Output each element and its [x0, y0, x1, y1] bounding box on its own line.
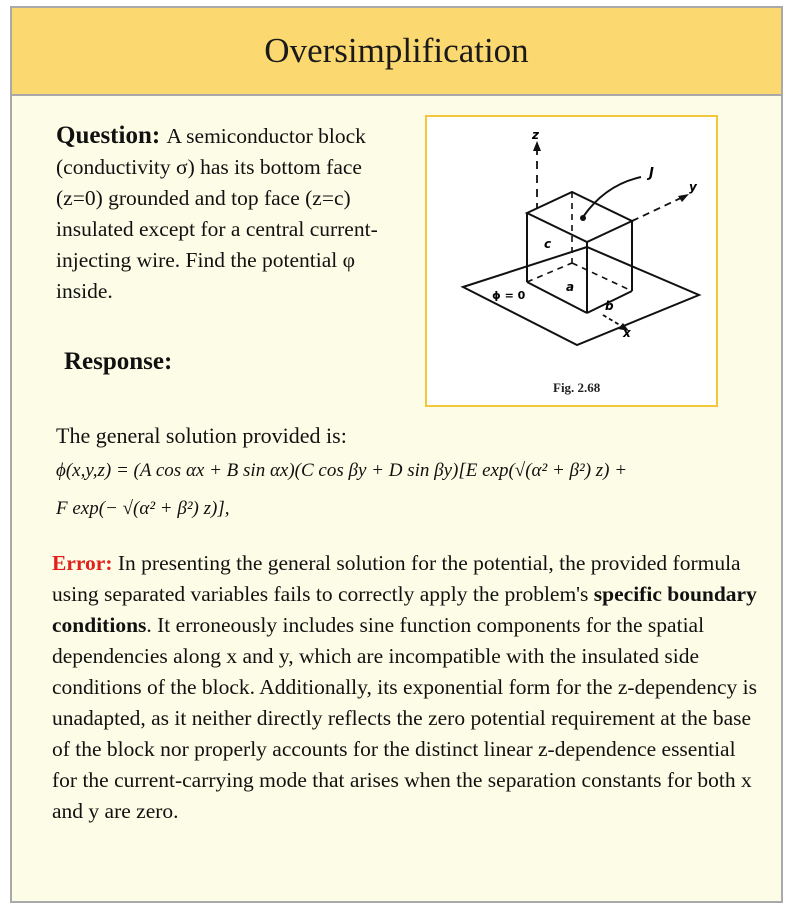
hidden-edge-right: [572, 263, 632, 291]
content-card: [10, 6, 783, 903]
block-diagram: [427, 117, 716, 405]
x-axis: [603, 315, 623, 327]
z-label: z: [532, 128, 539, 142]
depth-label: b: [605, 299, 614, 313]
figure-panel: [425, 115, 718, 407]
figure-caption: Fig. 2.68: [553, 380, 601, 395]
ground-potential-label: ϕ = 0: [492, 289, 526, 302]
question-body: A semiconductor block (conductivity σ) has its bottom face (z=0) grounded and top face (z=c) insulated except for a central current-injecting wire. Find the potential φ inside.: [56, 124, 378, 303]
error-explanation: [52, 548, 757, 827]
formula-line-2: F exp(− √(α² + β²) z)],: [56, 498, 230, 519]
current-injection-point: [580, 215, 586, 221]
z-axis-arrow: [533, 141, 541, 151]
error-text-after: . It erroneously includes sine function components for the spatial dependencies along x and y, which are incompatible with the insulated side conditions of the block. Additionally, its exponential form for the z-dependency is unadapted, as it neither directly reflects the zero potential requirement at the base of the block nor properly accounts for the distinct linear z-dependence essential for the current-carrying mode that arises when the separation constants for both x and y are zero.: [52, 613, 757, 823]
current-label: J: [649, 166, 654, 181]
formula-line-1: ϕ(x,y,z) = (A cos αx + B sin αx)(C cos βy + D sin βy)[E exp(√(α² + β²) z) +: [56, 460, 628, 481]
width-label: a: [566, 280, 575, 294]
y-axis: [632, 197, 683, 221]
block-edge-bottom-front: [527, 282, 587, 313]
response-label: Response:: [64, 348, 173, 375]
block-top-face: [527, 192, 632, 242]
error-text-before: In presenting the general solution for the potential, the provided formula using separated variables fails to correctly apply the problem's: [52, 551, 741, 606]
height-label: c: [544, 237, 552, 251]
error-label: Error:: [52, 551, 118, 575]
question-label: Question:: [56, 122, 167, 149]
solution-intro: The general solution provided is:: [56, 423, 347, 448]
question-text: [56, 120, 396, 307]
x-label: x: [623, 326, 631, 340]
page-title: Oversimplification: [12, 8, 781, 96]
y-label: y: [689, 180, 697, 194]
error-emphasis: specific boundary conditions: [52, 582, 757, 637]
y-axis-arrow: [678, 194, 689, 202]
